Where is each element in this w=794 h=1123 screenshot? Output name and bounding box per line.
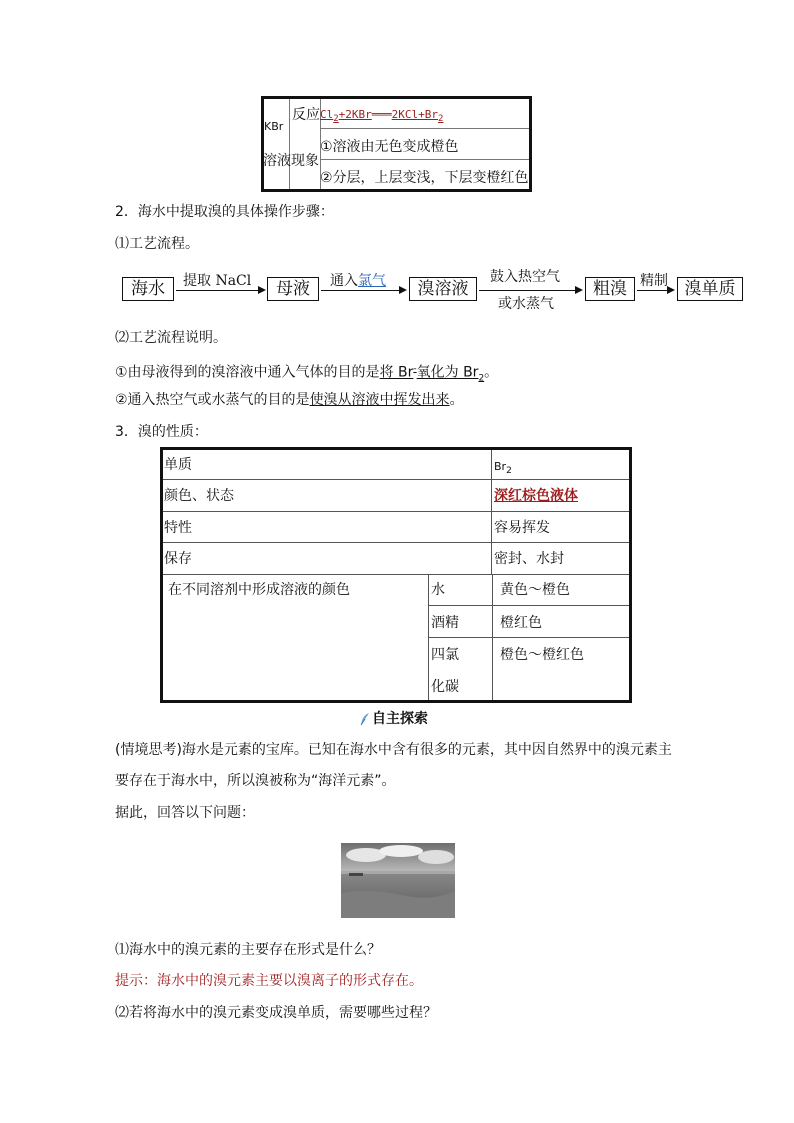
section3-heading: 3．溴的性质：: [115, 424, 208, 440]
solvent-water-color: 黄色～橙色: [500, 582, 570, 598]
flow-box-bromine: 溴单质: [677, 277, 743, 301]
solvent-ccl4-line2: 化碳: [431, 679, 459, 695]
flow-arrowhead-4: [667, 286, 675, 294]
note-2: ②通入热空气或水蒸气的目的是使溴从溶液中挥发出来。: [115, 392, 464, 408]
note-1: ①由母液得到的溴溶液中通入气体的目的是将 Br-氧化为 $Br_2$。: [115, 364, 499, 384]
section2-heading: 2．海水中提取溴的具体操作步骤：: [115, 204, 334, 220]
flow-label-refine: 精制: [640, 273, 668, 289]
solvent-alcohol: 酒精: [431, 615, 459, 631]
flow-label-extract-nacl: 提取 NaCl: [183, 273, 252, 289]
kbr-label: KBr: [264, 120, 284, 133]
section2-sub1: ⑴工艺流程。: [115, 236, 199, 252]
row-label-property: 特性: [164, 520, 192, 536]
phenomenon-1: ①溶液由无色变成橙色: [320, 139, 459, 155]
flow-box-bromine-solution: 溴溶液: [409, 277, 477, 301]
row-label-storage: 保存: [164, 551, 192, 567]
solvent-water: 水: [431, 582, 445, 598]
explore-para1-line2: 要存在于海水中，所以溴被称为“海洋元素”。: [115, 773, 396, 789]
explore-title: 自主探索: [372, 711, 428, 727]
flow-label-chlorine: 通入氯气: [330, 273, 386, 289]
flow-box-crude-bromine: 粗溴: [585, 277, 635, 301]
flow-arrowhead-2: [399, 286, 407, 294]
section2-sub2: ⑵工艺流程说明。: [115, 330, 227, 346]
flow-arrow-1: [176, 290, 260, 291]
solvent-ccl4-line1: 四氯: [431, 647, 459, 663]
question-2: ⑵若将海水中的溴元素变成溴单质，需要哪些过程？: [115, 1005, 437, 1021]
hint-1: 提示：海水中的溴元素主要以溴离子的形式存在。: [115, 973, 423, 989]
row-label-color-state: 颜色、状态: [164, 488, 234, 504]
reaction-equation: $Cl_2+2KBr═══2KCl+Br_2$: [320, 108, 444, 125]
row-value-substance: $Br_2$: [494, 460, 512, 477]
explore-para1-line1: (情境思考)海水是元素的宝库。已知在海水中含有很多的元素，其中因自然界中的溴元素主: [115, 742, 672, 758]
solvent-ccl4-color: 橙色～橙红色: [500, 647, 584, 663]
solvent-alcohol-color: 橙红色: [500, 615, 542, 631]
phenomenon-2: ②分层，上层变浅，下层变橙红色: [320, 170, 529, 186]
phenomenon-label: 溶液现象: [263, 153, 319, 169]
flow-box-seawater: 海水: [122, 277, 174, 301]
flow-label-hot-air: 鼓入热空气: [490, 269, 560, 285]
solvent-color-label: 在不同溶剂中形成溶液的颜色: [168, 582, 350, 598]
sea-photo: [341, 843, 455, 918]
reaction-label: 反应: [292, 107, 320, 123]
flow-arrowhead-3: [575, 286, 583, 294]
row-value-storage: 密封、水封: [494, 551, 564, 567]
flow-arrow-4: [637, 290, 669, 291]
flow-arrow-3: [479, 290, 577, 291]
row-label-substance: 单质: [164, 457, 192, 473]
row-value-color-state: 深红棕色液体: [494, 488, 578, 504]
flow-arrow-2: [321, 290, 401, 291]
question-1: ⑴海水中的溴元素的主要存在形式是什么？: [115, 942, 381, 958]
feather-icon: [359, 711, 371, 725]
flow-box-mother-liquor: 母液: [267, 277, 319, 301]
flow-arrowhead-1: [258, 286, 266, 294]
flow-label-steam: 或水蒸气: [498, 296, 554, 312]
row-value-property: 容易挥发: [494, 520, 550, 536]
explore-para2: 据此，回答以下问题：: [115, 805, 255, 821]
